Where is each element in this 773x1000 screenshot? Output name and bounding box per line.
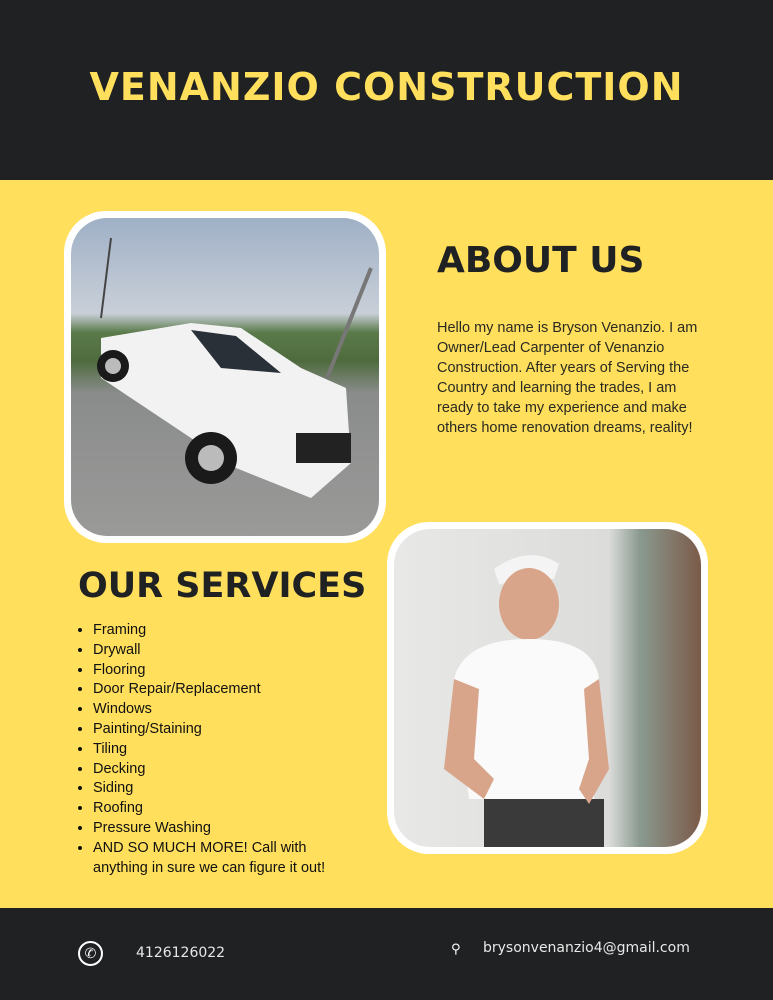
list-item: • Roofing <box>93 799 353 819</box>
phone-icon: ✆ <box>78 941 103 966</box>
phone-number[interactable]: 4126126022 <box>136 945 226 961</box>
list-item: • AND SO MUCH MORE! Call with anything in sure we can figure it out! <box>93 839 353 879</box>
list-item: • Windows <box>93 700 353 720</box>
location-pin-icon: ⚲ <box>451 942 461 957</box>
person-illustration <box>394 529 701 847</box>
list-item: • Pressure Washing <box>93 819 353 839</box>
list-item: • Door Repair/Replacement <box>93 680 353 700</box>
list-item: • Framing <box>93 621 353 641</box>
about-us-text: Hello my name is Bryson Venanzio. I am Owner/Lead Carpenter of Venanzio Construction. After years of Serving the Country and learning the trades, I am ready to take my experience and make others home renovation dreams, reality! <box>437 320 698 436</box>
company-title: VENANZIO CONSTRUCTION <box>89 65 684 109</box>
footer <box>0 908 773 1000</box>
list-item: • Tiling <box>93 740 353 760</box>
list-item: • Decking <box>93 760 353 780</box>
about-us-heading: ABOUT US <box>437 240 645 281</box>
owner-photo <box>387 522 708 854</box>
header <box>0 0 773 180</box>
list-item: • Flooring <box>93 661 353 681</box>
email-address[interactable]: brysonvenanzio4@gmail.com <box>483 940 690 956</box>
list-item: • Drywall <box>93 641 353 661</box>
list-item: • Painting/Staining <box>93 720 353 740</box>
truck-photo <box>64 211 386 543</box>
list-item: • Siding <box>93 779 353 799</box>
truck-illustration <box>71 218 379 536</box>
our-services-heading: OUR SERVICES <box>78 566 367 606</box>
services-list <box>93 621 353 878</box>
